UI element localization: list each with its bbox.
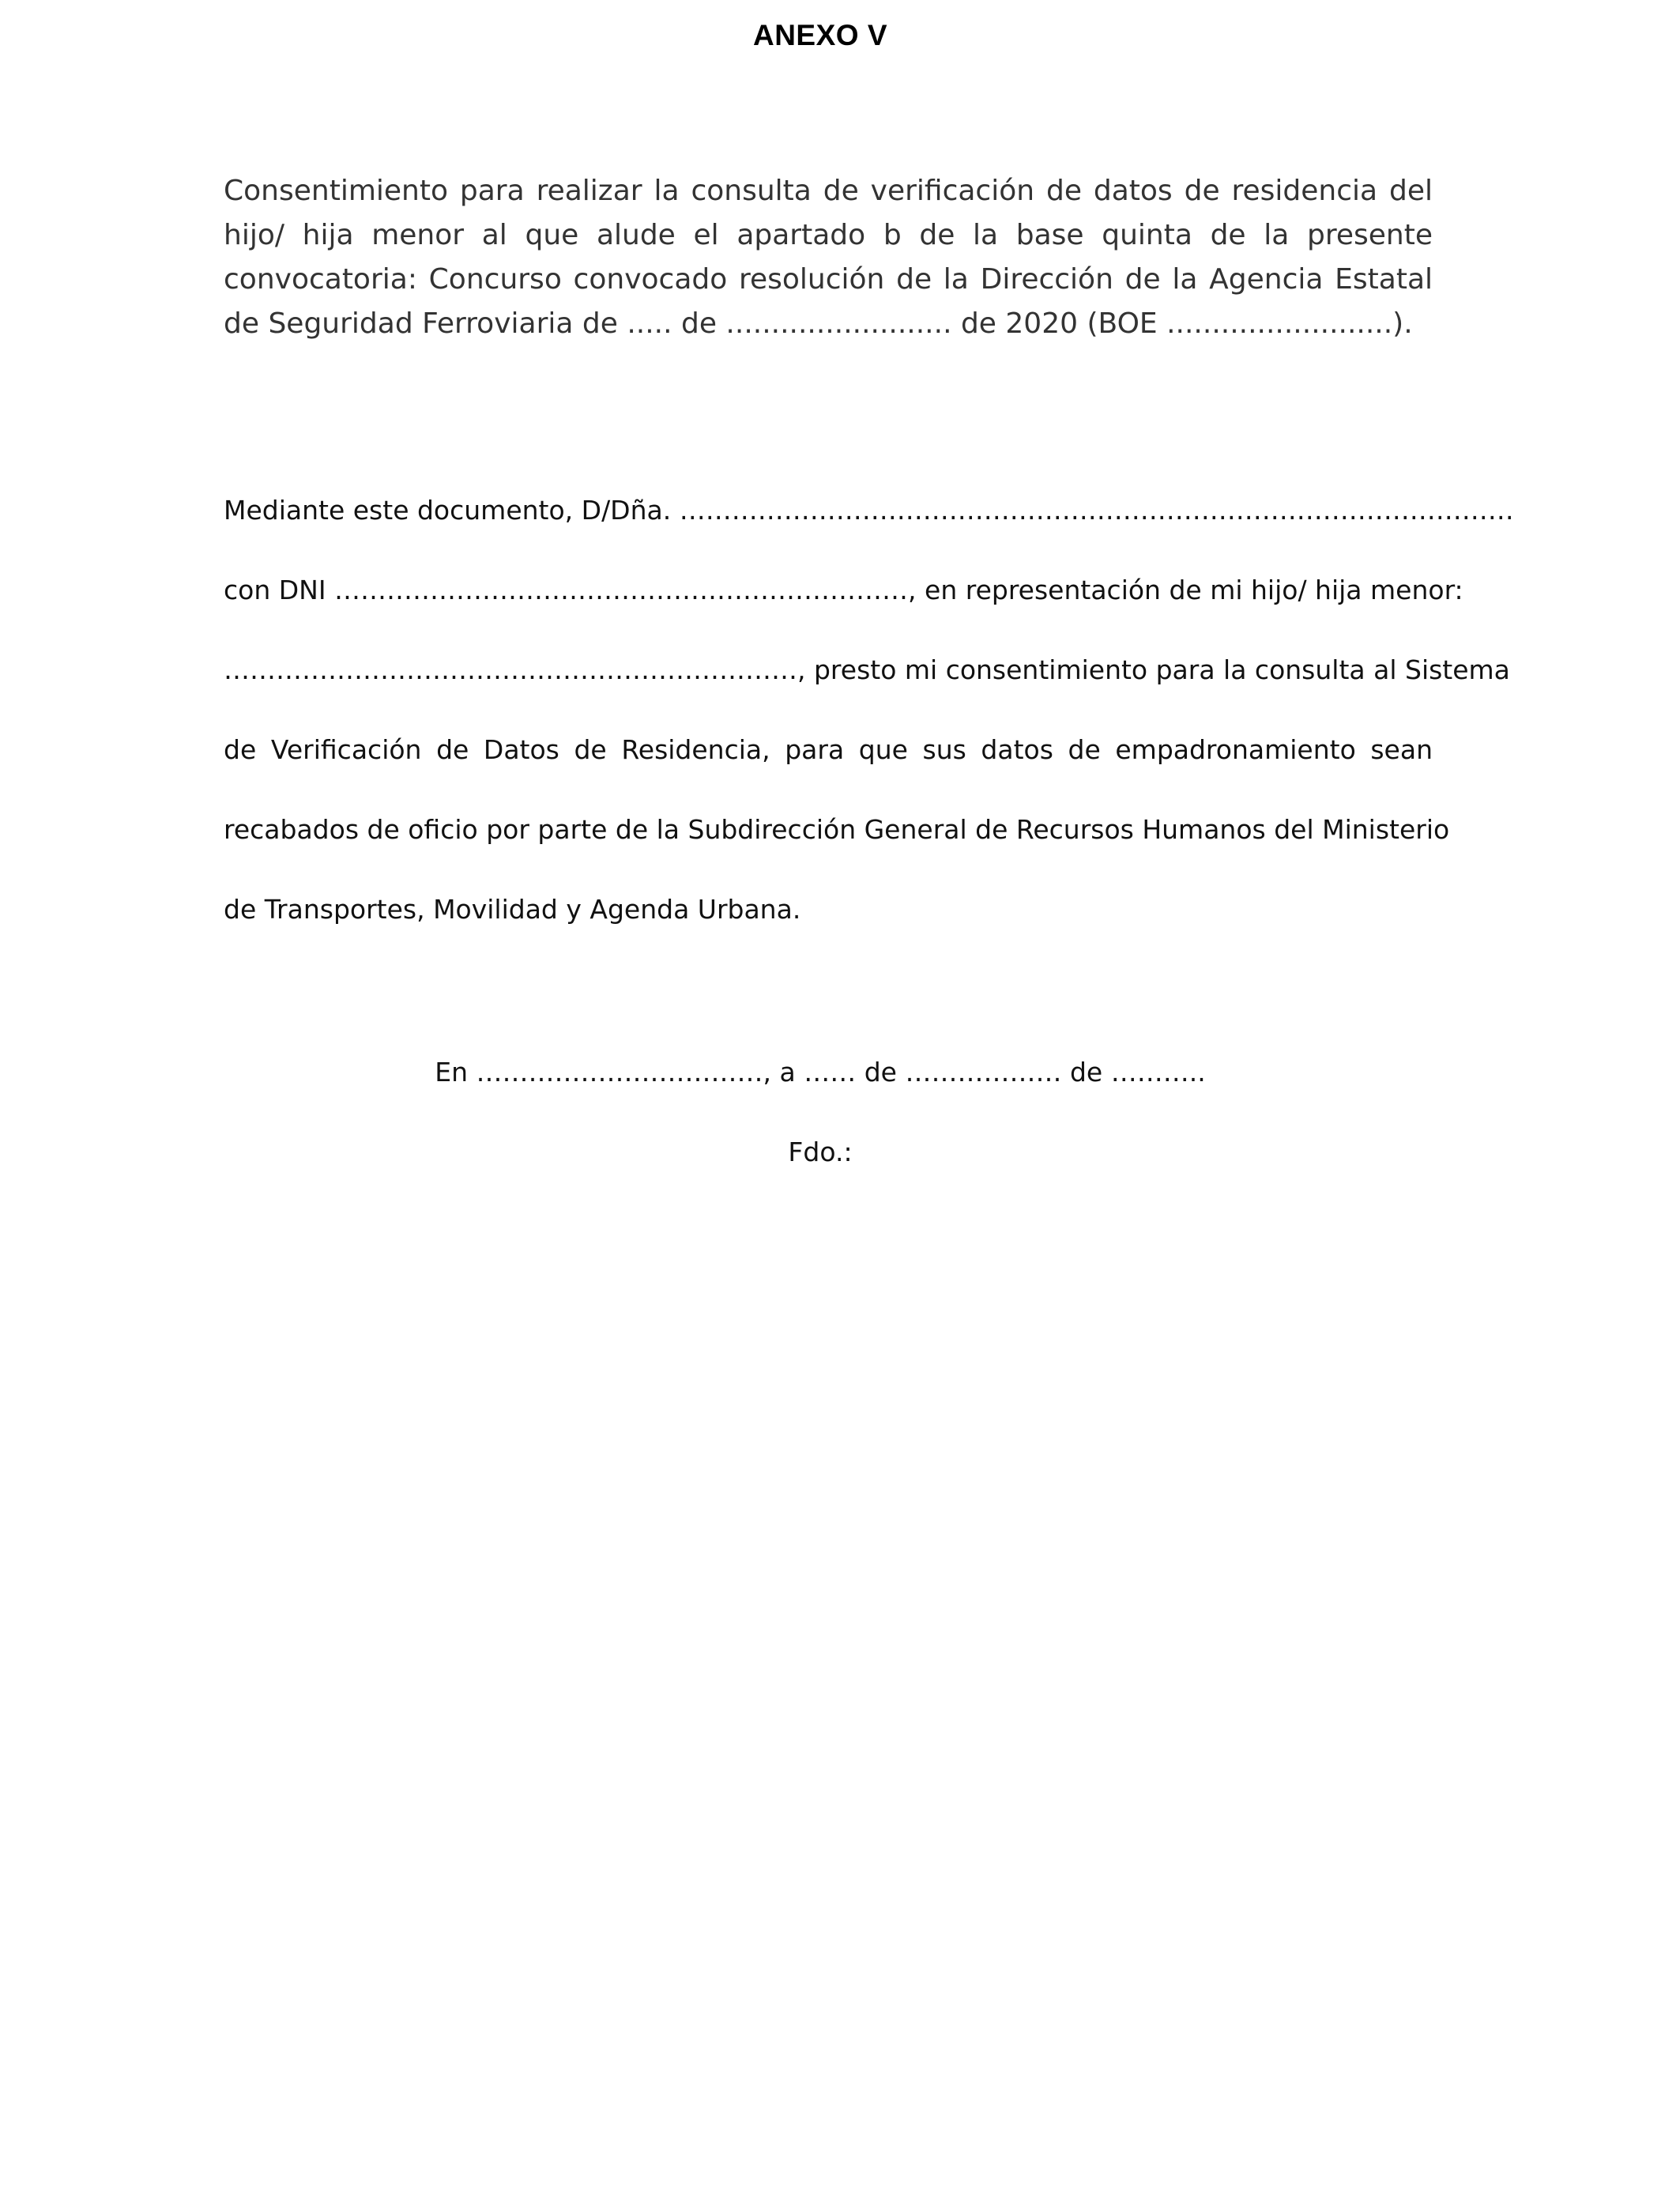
consent-line: recabados de oficio por parte de la Subdirección General de Recursos Humanos del Ministerio (224, 814, 1450, 845)
intro-line: convocatoria: Concurso convocado resolución de la Dirección de la Agencia Estatal (224, 263, 1433, 296)
consent-line: de Verificación de Datos de Residencia, para que sus datos de empadronamiento sean (224, 734, 1433, 765)
consent-paragraph (224, 487, 1514, 966)
consent-line: con DNI …………………………………………………………, en representación de mi hijo/ hija menor: (224, 575, 1463, 605)
intro-line: Consentimiento para realizar la consulta de verificación de datos de residencia del (224, 175, 1433, 207)
page-title: ANEXO V (752, 19, 888, 51)
consent-line: …………………………………………………………, presto mi consentimiento para la consulta al Sistema (224, 654, 1510, 685)
intro-paragraph (224, 169, 1433, 346)
intro-line: de Seguridad Ferroviaria de ..... de ......................... de 2020 (BOE .........................). (224, 307, 1413, 340)
intro-line: hijo/ hija menor al que alude el apartado b de la base quinta de la presente (224, 219, 1433, 251)
consent-line: de Transportes, Movilidad y Agenda Urbana. (224, 894, 801, 925)
consent-line: Mediante este documento, D/Dña. …………………………………………………………………………………… (224, 495, 1514, 526)
signature-label: Fdo.: (788, 1137, 853, 1167)
place-date-line: En ……………………………, a …… de ……………… de ……….. (435, 1057, 1206, 1088)
